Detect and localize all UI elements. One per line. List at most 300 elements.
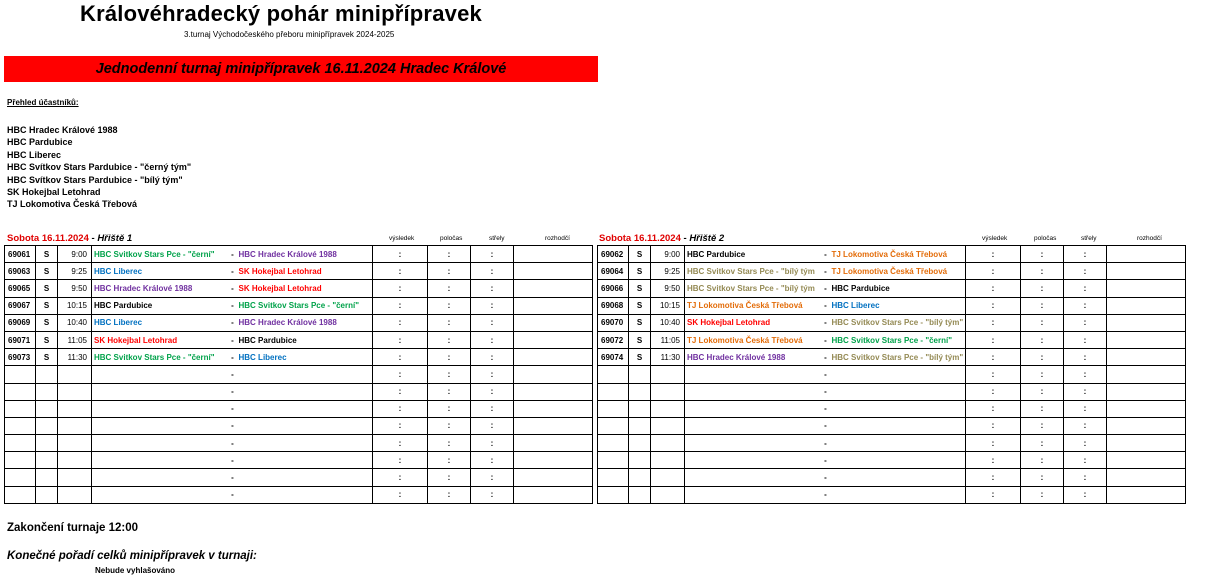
halves-cell: :	[1021, 246, 1064, 263]
home-team	[92, 486, 229, 503]
tournament-end-time: Zakončení turnaje 12:00	[7, 522, 139, 534]
game-time	[651, 366, 685, 383]
game-type: S	[36, 349, 58, 366]
away-team	[830, 452, 966, 469]
halves-cell: :	[1021, 383, 1064, 400]
result-cell: :	[966, 297, 1021, 314]
game-type: S	[36, 331, 58, 348]
halves-cell: :	[1021, 331, 1064, 348]
game-row	[5, 486, 593, 503]
away-team	[830, 435, 966, 452]
game-id	[5, 469, 36, 486]
event-banner-text: Jednodenní turnaj minipřípravek 16.11.2024 Hradec Králové	[95, 61, 507, 77]
game-type	[629, 383, 651, 400]
shots-cell: :	[471, 452, 514, 469]
team-separator: -	[229, 435, 237, 452]
result-cell: :	[966, 469, 1021, 486]
game-type: S	[36, 280, 58, 297]
game-row	[5, 366, 593, 383]
halves-cell: :	[428, 383, 471, 400]
game-id: 69065	[5, 280, 36, 297]
home-team: HBC Hradec Králové 1988	[685, 349, 822, 366]
shots-cell: :	[1064, 383, 1107, 400]
game-type	[629, 400, 651, 417]
team-separator: -	[229, 280, 237, 297]
referee-cell	[1107, 314, 1186, 331]
halves-cell: :	[428, 280, 471, 297]
home-team: HBC Svitkov Stars Pce - "bílý tým	[685, 263, 822, 280]
away-team: TJ Lokomotiva Česká Třebová	[830, 263, 966, 280]
pitch-1-dash: -	[88, 233, 98, 244]
pitch-2-col-halves: poločas	[1034, 235, 1057, 242]
game-id: 69070	[598, 314, 629, 331]
halves-cell: :	[428, 263, 471, 280]
team-separator: -	[229, 366, 237, 383]
game-row	[5, 297, 593, 314]
game-id	[5, 452, 36, 469]
result-cell: :	[966, 435, 1021, 452]
shots-cell: :	[1064, 417, 1107, 434]
game-type	[36, 435, 58, 452]
home-team: SK Hokejbal Letohrad	[92, 331, 229, 348]
away-team: HBC Svitkov Stars Pce - "bílý tým"	[830, 314, 966, 331]
halves-cell: :	[1021, 366, 1064, 383]
shots-cell: :	[1064, 314, 1107, 331]
game-id	[598, 400, 629, 417]
game-id: 69074	[598, 349, 629, 366]
referee-cell	[1107, 263, 1186, 280]
game-type: S	[36, 314, 58, 331]
game-type	[36, 452, 58, 469]
referee-cell	[514, 331, 593, 348]
shots-cell: :	[1064, 246, 1107, 263]
participant-item: HBC Svítkov Stars Pardubice - "černý tým"	[7, 162, 192, 173]
pitch-1-date: Sobota 16.11.2024	[7, 233, 89, 244]
home-team: HBC Liberec	[92, 263, 229, 280]
page-title: Královéhradecký pohár minipřípravek	[80, 1, 482, 26]
game-row	[598, 452, 1186, 469]
shots-cell: :	[1064, 469, 1107, 486]
referee-cell	[514, 417, 593, 434]
halves-cell: :	[428, 297, 471, 314]
team-separator: -	[822, 280, 830, 297]
referee-cell	[514, 452, 593, 469]
game-time: 9:50	[651, 280, 685, 297]
home-team	[92, 452, 229, 469]
final-standings-heading: Konečné pořadí celků minipřípravek v turnaji:	[7, 550, 257, 562]
game-id	[5, 383, 36, 400]
team-separator: -	[229, 486, 237, 503]
game-id: 69071	[5, 331, 36, 348]
participants-list	[7, 124, 191, 211]
home-team	[685, 469, 822, 486]
game-time	[651, 400, 685, 417]
team-separator: -	[229, 469, 237, 486]
shots-cell: :	[1064, 263, 1107, 280]
game-row	[598, 297, 1186, 314]
halves-cell: :	[428, 417, 471, 434]
team-separator: -	[229, 263, 237, 280]
away-team: SK Hokejbal Letohrad	[237, 263, 373, 280]
game-id: 69066	[598, 280, 629, 297]
result-cell: :	[373, 331, 428, 348]
result-cell: :	[966, 400, 1021, 417]
game-row	[598, 366, 1186, 383]
halves-cell: :	[428, 452, 471, 469]
game-row	[598, 469, 1186, 486]
halves-cell: :	[1021, 314, 1064, 331]
shots-cell: :	[1064, 280, 1107, 297]
game-time	[58, 417, 92, 434]
shots-cell: :	[471, 297, 514, 314]
game-row	[598, 246, 1186, 263]
result-cell: :	[966, 314, 1021, 331]
team-separator: -	[822, 486, 830, 503]
shots-cell: :	[471, 400, 514, 417]
game-type	[629, 435, 651, 452]
team-separator: -	[229, 417, 237, 434]
team-separator: -	[822, 383, 830, 400]
home-team: HBC Svitkov Stars Pce - "černí"	[92, 246, 229, 263]
game-row	[5, 349, 593, 366]
result-cell: :	[966, 383, 1021, 400]
game-type	[36, 366, 58, 383]
game-time	[651, 486, 685, 503]
shots-cell: :	[471, 263, 514, 280]
away-team: HBC Svitkov Stars Pce - "černí"	[830, 331, 966, 348]
participant-item: HBC Liberec	[7, 149, 62, 160]
game-row	[598, 383, 1186, 400]
team-separator: -	[822, 417, 830, 434]
halves-cell: :	[428, 349, 471, 366]
game-time: 10:15	[58, 297, 92, 314]
away-team	[237, 435, 373, 452]
game-row	[5, 383, 593, 400]
game-time: 9:25	[58, 263, 92, 280]
result-cell: :	[373, 417, 428, 434]
team-separator: -	[229, 314, 237, 331]
pitch-2-schedule	[597, 245, 1186, 504]
referee-cell	[1107, 280, 1186, 297]
shots-cell: :	[471, 417, 514, 434]
shots-cell: :	[471, 435, 514, 452]
team-separator: -	[822, 297, 830, 314]
game-type: S	[629, 246, 651, 263]
halves-cell: :	[428, 331, 471, 348]
pitch-2-col-referee: rozhodčí	[1137, 235, 1162, 242]
halves-cell: :	[428, 400, 471, 417]
game-id	[598, 486, 629, 503]
shots-cell: :	[471, 280, 514, 297]
home-team	[92, 469, 229, 486]
game-row	[5, 263, 593, 280]
shots-cell: :	[1064, 349, 1107, 366]
game-time: 9:00	[58, 246, 92, 263]
away-team	[237, 486, 373, 503]
referee-cell	[1107, 452, 1186, 469]
result-cell: :	[966, 280, 1021, 297]
team-separator: -	[229, 331, 237, 348]
home-team	[685, 486, 822, 503]
game-id	[5, 486, 36, 503]
game-time	[58, 435, 92, 452]
game-row	[598, 331, 1186, 348]
referee-cell	[1107, 383, 1186, 400]
game-row	[598, 486, 1186, 503]
away-team: HBC Hradec Králové 1988	[237, 314, 373, 331]
referee-cell	[1107, 366, 1186, 383]
game-time	[58, 452, 92, 469]
game-id	[598, 452, 629, 469]
shots-cell: :	[471, 486, 514, 503]
pitch-2-heading	[599, 233, 724, 244]
referee-cell	[514, 314, 593, 331]
shots-cell: :	[471, 246, 514, 263]
game-id	[598, 366, 629, 383]
result-cell: :	[373, 280, 428, 297]
game-row	[598, 400, 1186, 417]
game-time	[651, 435, 685, 452]
home-team	[92, 435, 229, 452]
referee-cell	[1107, 297, 1186, 314]
home-team: HBC Liberec	[92, 314, 229, 331]
result-cell: :	[373, 452, 428, 469]
team-separator: -	[822, 349, 830, 366]
result-cell: :	[966, 417, 1021, 434]
game-type	[36, 400, 58, 417]
game-time	[58, 366, 92, 383]
game-time: 11:05	[651, 331, 685, 348]
game-time	[651, 452, 685, 469]
game-id: 69064	[598, 263, 629, 280]
halves-cell: :	[1021, 469, 1064, 486]
referee-cell	[1107, 417, 1186, 434]
team-separator: -	[822, 469, 830, 486]
game-type	[36, 417, 58, 434]
event-banner	[4, 56, 598, 82]
game-time: 9:25	[651, 263, 685, 280]
result-cell: :	[373, 366, 428, 383]
result-cell: :	[966, 246, 1021, 263]
team-separator: -	[822, 263, 830, 280]
game-time	[651, 383, 685, 400]
pitch-1-col-referee: rozhodčí	[545, 235, 570, 242]
away-team	[237, 417, 373, 434]
away-team	[237, 469, 373, 486]
referee-cell	[514, 486, 593, 503]
home-team	[92, 366, 229, 383]
result-cell: :	[373, 246, 428, 263]
shots-cell: :	[471, 366, 514, 383]
game-id	[598, 435, 629, 452]
shots-cell: :	[471, 383, 514, 400]
game-time	[651, 417, 685, 434]
page-subtitle: 3.turnaj Východočeského přeboru minipřípravek 2024-2025	[184, 30, 395, 39]
game-type	[629, 366, 651, 383]
game-time	[58, 383, 92, 400]
away-team: SK Hokejbal Letohrad	[237, 280, 373, 297]
game-type: S	[629, 331, 651, 348]
halves-cell: :	[428, 314, 471, 331]
referee-cell	[1107, 435, 1186, 452]
referee-cell	[514, 297, 593, 314]
game-time	[651, 469, 685, 486]
game-row	[5, 435, 593, 452]
game-row	[5, 469, 593, 486]
game-id	[5, 417, 36, 434]
halves-cell: :	[428, 246, 471, 263]
team-separator: -	[822, 452, 830, 469]
team-separator: -	[229, 349, 237, 366]
home-team	[685, 435, 822, 452]
game-time: 9:50	[58, 280, 92, 297]
referee-cell	[514, 349, 593, 366]
pitch-1-heading	[7, 233, 132, 244]
referee-cell	[514, 246, 593, 263]
referee-cell	[1107, 246, 1186, 263]
referee-cell	[1107, 331, 1186, 348]
result-cell: :	[373, 383, 428, 400]
game-row	[5, 400, 593, 417]
game-id: 69073	[5, 349, 36, 366]
home-team: TJ Lokomotiva Česká Třebová	[685, 331, 822, 348]
game-id	[5, 400, 36, 417]
game-row	[598, 435, 1186, 452]
away-team: TJ Lokomotiva Česká Třebová	[830, 246, 966, 263]
referee-cell	[514, 435, 593, 452]
participant-item: SK Hokejbal Letohrad	[7, 186, 101, 197]
game-type: S	[629, 263, 651, 280]
halves-cell: :	[428, 469, 471, 486]
home-team: HBC Hradec Králové 1988	[92, 280, 229, 297]
team-separator: -	[229, 246, 237, 263]
game-type: S	[36, 263, 58, 280]
team-separator: -	[229, 452, 237, 469]
game-type: S	[629, 297, 651, 314]
referee-cell	[1107, 400, 1186, 417]
pitch-2-col-result: výsledek	[982, 235, 1008, 242]
halves-cell: :	[428, 435, 471, 452]
referee-cell	[514, 280, 593, 297]
result-cell: :	[373, 486, 428, 503]
game-time	[58, 469, 92, 486]
game-id: 69069	[5, 314, 36, 331]
shots-cell: :	[1064, 297, 1107, 314]
home-team: TJ Lokomotiva Česká Třebová	[685, 297, 822, 314]
referee-cell	[514, 400, 593, 417]
pitch-1-name: Hřiště 1	[97, 233, 133, 244]
pitch-1-schedule	[4, 245, 593, 504]
game-time: 9:00	[651, 246, 685, 263]
game-id: 69062	[598, 246, 629, 263]
halves-cell: :	[1021, 417, 1064, 434]
game-time: 11:30	[651, 349, 685, 366]
referee-cell	[514, 469, 593, 486]
game-row	[5, 331, 593, 348]
game-time: 11:05	[58, 331, 92, 348]
halves-cell: :	[1021, 349, 1064, 366]
game-type: S	[629, 349, 651, 366]
game-type: S	[36, 246, 58, 263]
game-id: 69067	[5, 297, 36, 314]
game-type	[36, 469, 58, 486]
game-type	[629, 486, 651, 503]
away-team	[830, 383, 966, 400]
team-separator: -	[822, 366, 830, 383]
home-team	[92, 417, 229, 434]
home-team	[92, 383, 229, 400]
game-row	[5, 314, 593, 331]
home-team: HBC Svitkov Stars Pce - "bílý tým	[685, 280, 822, 297]
shots-cell: :	[1064, 486, 1107, 503]
shots-cell: :	[1064, 435, 1107, 452]
result-cell: :	[373, 349, 428, 366]
pitch-2-dash: -	[680, 233, 690, 244]
away-team	[830, 417, 966, 434]
halves-cell: :	[1021, 486, 1064, 503]
game-row	[5, 417, 593, 434]
game-type: S	[629, 280, 651, 297]
away-team: HBC Hradec Králové 1988	[237, 246, 373, 263]
team-separator: -	[229, 383, 237, 400]
game-type	[36, 383, 58, 400]
home-team: HBC Pardubice	[92, 297, 229, 314]
game-time: 10:40	[651, 314, 685, 331]
game-time	[58, 400, 92, 417]
away-team	[237, 383, 373, 400]
participant-item: HBC Pardubice	[7, 137, 73, 148]
game-row	[598, 314, 1186, 331]
home-team	[685, 400, 822, 417]
referee-cell	[514, 366, 593, 383]
game-id: 69068	[598, 297, 629, 314]
pitch-2-name: Hřiště 2	[689, 233, 725, 244]
away-team	[830, 469, 966, 486]
home-team	[685, 417, 822, 434]
halves-cell: :	[1021, 400, 1064, 417]
shots-cell: :	[471, 331, 514, 348]
game-type	[629, 417, 651, 434]
team-separator: -	[822, 314, 830, 331]
home-team: HBC Pardubice	[685, 246, 822, 263]
game-type	[36, 486, 58, 503]
referee-cell	[514, 383, 593, 400]
home-team: HBC Svitkov Stars Pce - "černí"	[92, 349, 229, 366]
result-cell: :	[373, 469, 428, 486]
game-time: 10:40	[58, 314, 92, 331]
pitch-2-col-shots: střely	[1081, 235, 1097, 242]
away-team: HBC Liberec	[237, 349, 373, 366]
result-cell: :	[966, 366, 1021, 383]
game-row	[5, 246, 593, 263]
away-team: HBC Liberec	[830, 297, 966, 314]
result-cell: :	[966, 349, 1021, 366]
halves-cell: :	[1021, 452, 1064, 469]
pitch-2-date: Sobota 16.11.2024	[599, 233, 681, 244]
home-team: SK Hokejbal Letohrad	[685, 314, 822, 331]
game-type: S	[36, 297, 58, 314]
game-time: 10:15	[651, 297, 685, 314]
team-separator: -	[822, 331, 830, 348]
away-team: HBC Pardubice	[830, 280, 966, 297]
game-id: 69072	[598, 331, 629, 348]
result-cell: :	[373, 400, 428, 417]
away-team	[237, 452, 373, 469]
halves-cell: :	[1021, 297, 1064, 314]
participants-label: Přehled účastníků:	[7, 98, 79, 107]
shots-cell: :	[1064, 452, 1107, 469]
result-cell: :	[373, 263, 428, 280]
